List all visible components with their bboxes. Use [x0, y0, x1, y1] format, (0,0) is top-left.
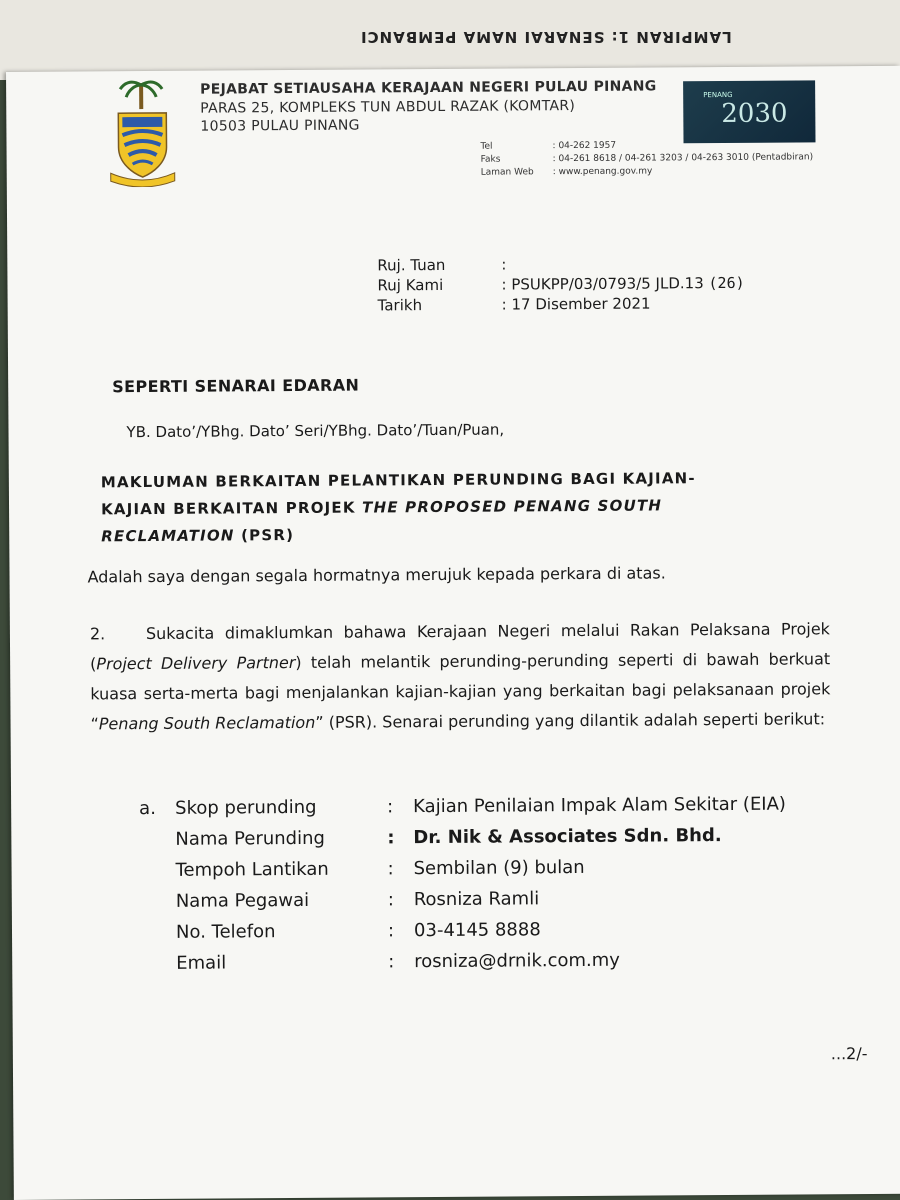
detail-row: Nama Pegawai : Rosniza Ramli	[140, 882, 787, 918]
reference-label: Tarikh	[377, 296, 423, 315]
subject-text: (PSR)	[234, 526, 295, 545]
paragraph-1: Adalah saya dengan segala hormatnya merujuk kepada perkara di atas.	[87, 563, 666, 587]
logo-small-text: PENANG	[703, 90, 733, 100]
detail-row: a. Skop perunding : Kajian Penilaian Impak Alam Sekitar (EIA)	[139, 789, 786, 825]
letter-page	[6, 66, 900, 1200]
reference-value: : 17 Disember 2021	[501, 294, 651, 314]
detail-label: Nama Perunding	[175, 827, 325, 850]
page-continuation-marker: ...2/-	[830, 1044, 868, 1064]
subject-italic: RECLAMATION	[101, 526, 235, 546]
detail-row: Tempoh Lantikan : Sembilan (9) bulan	[139, 851, 786, 887]
detail-value: Sembilan (9) bulan	[413, 856, 585, 880]
detail-value: rosniza@drnik.com.my	[414, 949, 620, 973]
reference-row	[377, 273, 744, 296]
contact-value: : www.penang.gov.my	[552, 166, 653, 178]
paragraph-italic: Project Delivery Partner	[96, 652, 296, 674]
detail-label: Skop perunding	[175, 796, 317, 819]
office-name: PEJABAT SETIAUSAHA KERAJAAN NEGERI PULAU PINANG	[200, 78, 657, 98]
office-address-postcode: 10503 PULAU PINANG	[200, 117, 360, 135]
subject-line: MAKLUMAN BERKAITAN PELANTIKAN PERUNDING BAGI KAJIAN-	[100, 469, 696, 492]
subject-italic: THE PROPOSED PENANG SOUTH	[362, 496, 663, 517]
list-marker: a.	[139, 797, 156, 820]
detail-row: No. Telefon : 03-4145 8888	[140, 913, 787, 949]
reference-row	[377, 253, 744, 276]
salutation: SEPERTI SENARAI EDARAN	[112, 375, 360, 397]
background-sheet-title: LAMPIRAN 1: SENARAI NAMA PEMBANCI	[360, 28, 732, 46]
subject-line	[101, 492, 696, 523]
reference-value: :	[501, 255, 507, 274]
contact-block	[480, 138, 813, 179]
contact-label: Laman Web	[480, 167, 534, 178]
detail-value: Dr. Nik & Associates Sdn. Bhd.	[413, 825, 722, 849]
paragraph-number: 2.	[89, 624, 106, 644]
office-address-line: PARAS 25, KOMPLEKS TUN ABDUL RAZAK (KOMTAR)	[200, 98, 576, 117]
contact-value: : 04-262 1957	[552, 140, 617, 152]
reference-value: : PSUKPP/03/0793/5 JLD.13	[501, 274, 704, 294]
reference-row	[378, 293, 745, 316]
subject-line	[101, 519, 696, 550]
contact-row	[481, 164, 814, 179]
detail-label: No. Telefon	[175, 921, 276, 943]
contact-label: Tel	[480, 141, 493, 152]
paragraph-text: ) telah melantik perunding-perunding seperti di bawah berkuat kuasa serta-merta bagi menjalankan kajian-kajian yang berkaitan bagi pelaksanaan projek “	[90, 649, 831, 734]
contact-row	[481, 151, 814, 166]
detail-value: 03-4145 8888	[413, 919, 541, 942]
detail-row: Nama Perunding : Dr. Nik & Associates Sdn. Bhd.	[139, 820, 786, 856]
reference-block	[377, 253, 745, 316]
contact-value: : 04-261 8618 / 04-261 3203 / 04-263 3010 (Pentadbiran)	[552, 152, 814, 165]
detail-label: Tempoh Lantikan	[175, 858, 329, 881]
paragraph-italic: Penang South Reclamation	[98, 712, 316, 734]
reference-label: Ruj. Tuan	[377, 255, 446, 275]
detail-label: Email	[176, 952, 227, 974]
subject-text: KAJIAN BERKAITAN PROJEK	[100, 498, 363, 519]
paragraph-2	[90, 614, 831, 739]
penang-2030-logo	[683, 80, 815, 143]
paragraph-text: Sukacita dimaklumkan bahawa Kerajaan Negeri melalui Rakan Pelaksana Projek (	[90, 619, 830, 674]
greeting: YB. Dato’/YBhg. Dato’ Seri/YBhg. Dato’/Tuan/Puan,	[126, 420, 505, 442]
reference-label: Ruj Kami	[377, 275, 444, 295]
handwritten-note: (26)	[708, 273, 745, 293]
detail-value: Rosniza Ramli	[413, 888, 540, 911]
paragraph-text: ” (PSR). Senarai perunding yang dilantik adalah seperti berikut:	[315, 709, 826, 732]
detail-label: Nama Pegawai	[175, 889, 310, 912]
logo-year-text: 2030	[721, 98, 788, 130]
state-crest-icon	[106, 77, 179, 187]
contact-label: Faks	[480, 154, 501, 165]
subject-heading	[101, 465, 696, 550]
detail-row: Email : rosniza@drnik.com.my	[140, 944, 787, 980]
detail-value: Kajian Penilaian Impak Alam Sekitar (EIA)	[413, 793, 786, 818]
consultant-details	[139, 789, 787, 980]
letterhead-address	[200, 77, 657, 135]
